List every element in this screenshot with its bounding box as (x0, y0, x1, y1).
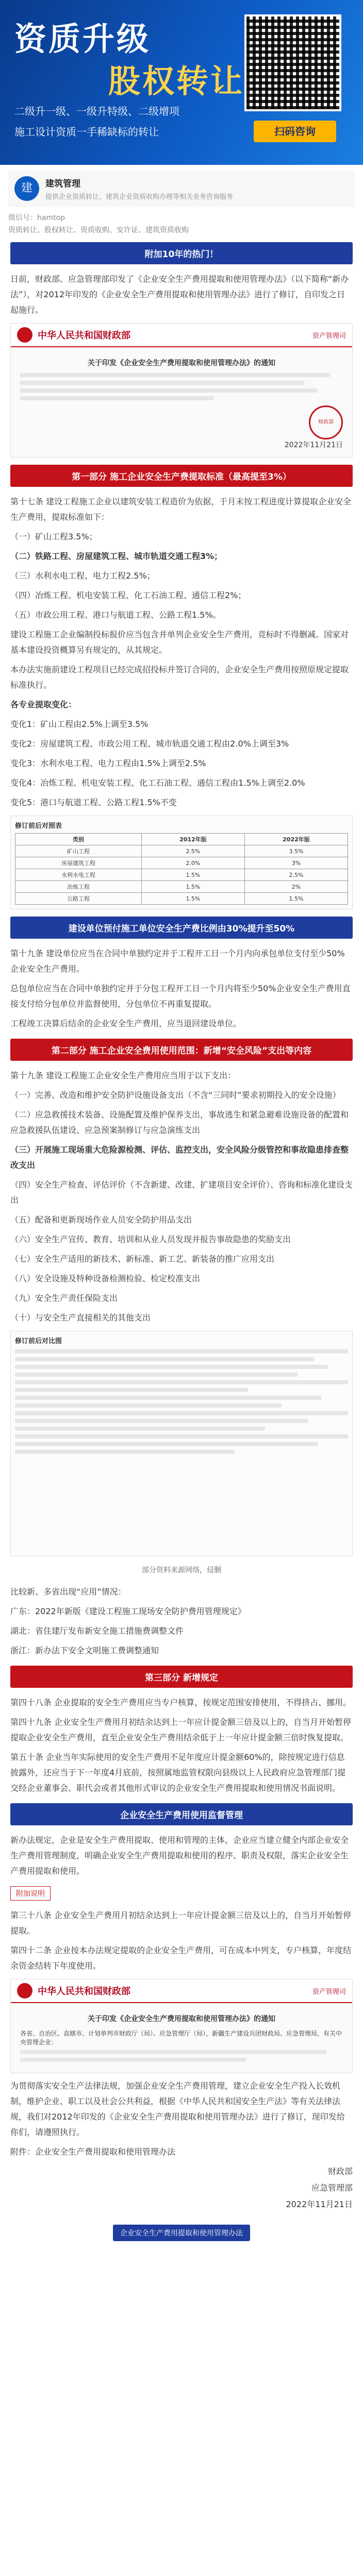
refund-paragraph: 工程竣工决算后结余的企业安全生产费用，应当退回建设单位。 (10, 1019, 242, 1028)
rule-item: 第四十八条 企业提取的安全生产费用应当专户核算，按规定范围安排使用，不得挤占、挪用。 (10, 1698, 352, 1707)
note-tag: 附加说明 (10, 1886, 51, 1901)
province-item[interactable]: 湖北：省住建厅发布新安全施工措施费调整文件 (10, 1626, 184, 1636)
usage-intro: 第十九条 建设工程施工企业安全生产费用应当用于以下支出： (10, 1071, 236, 1080)
official-seal: 财政部 (309, 405, 343, 439)
section-header-3: 第三部分 新增规定 (10, 1666, 353, 1688)
keywords-line: 资质转让、股权转让、资质收购、安许证、建筑资质收购 (8, 226, 189, 234)
section-header-supervision: 企业安全生产费用使用监督管理 (10, 1803, 353, 1825)
signer: 财政部 (327, 2166, 353, 2176)
table-row: 冶炼工程 1.5% 2% (15, 881, 348, 893)
usage-item: （五）配备和更新现场作业人员安全防护用品支出 (10, 1215, 192, 1225)
policy-document-image (10, 323, 353, 457)
rule-item: 第五十条 企业当年实际使用的安全生产费用不足年度应计提金额60%的，除按规定进行信息披露外，还应当于下一年度4月底前，按照属地监管权限向县级以上人民政府应急管理部门提交经企业董事会、职代会或者其他形式审议的企业安全生产费用提取和使用情况书面说明。 (10, 1752, 346, 1793)
signer: 应急管理部 (311, 2183, 353, 2193)
document-title: 关于印发《企业安全生产费用提取和使用管理办法》的通知 (88, 359, 275, 367)
comparison-table (15, 833, 348, 905)
usage-item: （六）安全生产宣传、教育、培训和从业人员发现并报告事故隐患的奖励支出 (10, 1234, 291, 1244)
province-item[interactable]: 广东：2022年新版《建设工程施工现场安全防护费用管理规定》 (10, 1606, 246, 1616)
bidding-paragraph: 建设工程施工企业编制投标报价应当包含并单列企业安全生产费用，竞标时不得删减。国家对基本建设投资概算另有规定的，从其规定。 (10, 630, 349, 655)
usage-item: （十）与安全生产直接相关的其他支出 (10, 1313, 151, 1323)
ministry-dept: 资产管理司 (312, 332, 346, 340)
intro-header: 附加10年的热门！ (10, 242, 353, 264)
usage-item: （七）安全生产适用的新技术、新标准、新工艺、新装备的推广应用支出 (10, 1254, 275, 1264)
usage-comparison-image (10, 1331, 353, 1556)
rate-item: （五）市政公用工程、港口与航道工程、公路工程1.5%。 (10, 610, 221, 620)
rate-item: （三）水利水电工程、电力工程2.5%； (10, 571, 155, 581)
changes-title: 各专业提取变化： (10, 700, 77, 709)
change-item: 变化1：矿山工程由2.5%上调至3.5% (10, 719, 148, 729)
banner-line-2: 施工设计资质一手稀缺标的转让 (14, 126, 159, 138)
top-banner (0, 0, 363, 165)
change-item: 变化2：房屋建筑工程、市政公用工程、城市轨道交通工程由2.0%上调至3% (10, 739, 289, 749)
change-item: 变化3：水利水电工程、电力工程由1.5%上调至2.5% (10, 758, 206, 768)
avatar: 建 (14, 176, 39, 201)
document-sign-date: 2022年11月21日 (284, 441, 343, 449)
transition-paragraph: 本办法实施前建设工程项目已经完成招投标并签订合同的，企业安全生产费用按照原规定提取标准执行。 (10, 665, 349, 690)
article-42: 第四十二条 企业按本办法规定提取的企业安全生产费用，可在成本中列支，专户核算，年度结余资金结转下年度使用。 (10, 1945, 352, 1971)
ministry-dept: 资产管理司 (312, 1988, 346, 1996)
intro-paragraph: 日前，财政部、应急管理部印发了《企业安全生产费用提取和使用管理办法》（以下简称“新办法”），对2012年印发的《企业安全生产费用提取和使用管理办法》进行了修订，自印发之日起施行。 (10, 274, 349, 315)
qr-code-image[interactable] (244, 14, 341, 111)
image-title: 修订前后对比图 (15, 1337, 62, 1345)
usage-item: （八）安全设施及特种设备检测检验、检定校准支出 (10, 1274, 201, 1283)
article-38: 第三十八条 企业安全生产费用月初结余达到上一年应计提金额三倍及以上的，自当月开始暂停提取。 (10, 1910, 352, 1936)
table-row: 水利水电工程 1.5% 2.5% (15, 869, 348, 881)
usage-item: （三）开展施工现场重大危险源检测、评估、监控支出，安全风险分级管控和事故隐患排查整改支出 (10, 1145, 349, 1170)
banner-title-2: 股权转让 (108, 62, 245, 100)
rate-item: （四）冶炼工程、机电安装工程、化工石油工程、通信工程2%； (10, 590, 246, 600)
attachment-button[interactable]: 企业安全生产费用提取和使用管理办法 (113, 2225, 250, 2241)
banner-title-1: 资质升级 (14, 20, 151, 58)
change-item: 变化4：冶炼工程、机电安装工程、化工石油工程、通信工程由1.5%上调至2.0% (10, 778, 305, 788)
change-item: 变化5：港口与航道工程、公路工程1.5%不变 (10, 798, 177, 807)
table-row: 房屋建筑工程 2.0% 3% (15, 857, 348, 869)
usage-item: （一）完善、改造和维护安全防护设施设备支出（不含“三同时”要求初期投入的安全设施） (10, 1090, 341, 1100)
usage-item: （九）安全生产责任保险支出 (10, 1293, 118, 1303)
article-19-prepay: 第十九条 建设单位应当在合同中单独约定并于工程开工日一个月内向承包单位支付至少50%企业安全生产费用。 (10, 948, 345, 974)
table-row: 公路工程 1.5% 1.5% (15, 893, 348, 905)
table-header: 2012年版 (141, 834, 244, 845)
rate-item: （一）矿山工程3.5%； (10, 532, 97, 541)
section-header-prepay: 建设单位预付施工单位安全生产费比例由30%提升至50% (10, 917, 353, 939)
section-header-1: 第一部分 施工企业安全生产费提取标准（最高提至3%） (10, 465, 353, 487)
document-recipients: 各省、自治区、直辖市、计划单列市财政厅（局）、应急管理厅（局），新疆生产建设兵团财政局、应急管理局，有关中央管理企业： (20, 2030, 342, 2046)
account-desc: 提供企业资质转让、建筑企业资质收购办理等相关业务咨询服务 (45, 193, 234, 201)
article-17: 第十七条 建设工程施工企业以建筑安装工程造价为依据，于月末按工程进度计算提取企业安全生产费用，提取标准如下： (10, 497, 352, 522)
closing-paragraph: 为贯彻落实安全生产法律法规，加强企业安全生产费用管理，建立企业安全生产投入长效机制，维护企业、职工以及社会公共利益，根据《中华人民共和国安全生产法》等有关法律法规，我们对2012年印发的《企业安全生产费用提取和使用管理办法》进行了修订，现印发给你们，请遵照执行。 (10, 2081, 345, 2137)
account-card[interactable] (8, 170, 355, 207)
attachment-line: 附件：企业安全生产费用提取和使用管理办法 (10, 2147, 176, 2157)
province-item[interactable]: 浙江：新办法下安全文明施工费调整通知 (10, 1646, 159, 1655)
table-row: 矿山工程 2.5% 3.5% (15, 845, 348, 857)
national-emblem-icon (17, 1983, 32, 1998)
usage-item: （二）应急救援技术装备、设施配置及维护保养支出，事故逃生和紧急避难设施设备的配置和应急救援队伍建设、应急预案制修订与应急演练支出 (10, 1110, 349, 1135)
document-title: 关于印发《企业安全生产费用提取和使用管理办法》的通知 (88, 2015, 275, 2023)
wechat-id: 微信号：hamtop (8, 214, 65, 222)
ministry-name: 中华人民共和国财政部 (38, 1986, 130, 1997)
source-note: 部分资料来源网络，侵删 (142, 1566, 221, 1574)
national-emblem-icon (17, 327, 32, 343)
supervision-paragraph: 新办法规定，企业是安全生产费用提取、使用和管理的主体，企业应当建立健全内部企业安全生产费用管理制度，明确企业安全生产费用提取和使用的程序、职责及权限，落实企业安全生产费用提取和使用。 (10, 1835, 349, 1876)
comparison-table-image (10, 816, 353, 909)
usage-item: （四）安全生产检查、评估评价（不含新建、改建、扩建项目安全评价）、咨询和标准化建设支出 (10, 1180, 353, 1205)
table-title: 修订前后对照表 (15, 822, 62, 830)
final-date: 2022年11月21日 (286, 2199, 353, 2209)
section-header-2: 第二部分 施工企业安全费用使用范围：新增“安全风险”支出等内容 (10, 1039, 353, 1061)
banner-line-1: 二级升一级、一级升特级、二级增项 (14, 105, 179, 117)
rule-item: 第四十九条 企业安全生产费用月初结余达到上一年应计提金额三倍及以上的，自当月开始暂停提取企业安全生产费用，直至企业安全生产费用结余低于上一年应计提金额三倍时恢复提取。 (10, 1717, 352, 1742)
rate-item: （二）铁路工程、房屋建筑工程、城市轨道交通工程3%； (10, 551, 223, 561)
ministry-name: 中华人民共和国财政部 (38, 330, 130, 341)
notice-document-image (10, 1979, 353, 2073)
account-name: 建筑管理 (45, 179, 80, 189)
provinces-intro: 比较新、多省出现“应用”情况： (10, 1587, 126, 1597)
table-header: 类别 (15, 834, 142, 845)
table-header: 2022年版 (244, 834, 348, 845)
subcontract-paragraph: 总包单位应当在合同中单独约定并于分包工程开工日一个月内将至少50%企业安全生产费用直接支付给分包单位并监督使用，分包单位不再重复提取。 (10, 984, 351, 1009)
scan-consult-button[interactable]: 扫码咨询 (254, 121, 336, 142)
